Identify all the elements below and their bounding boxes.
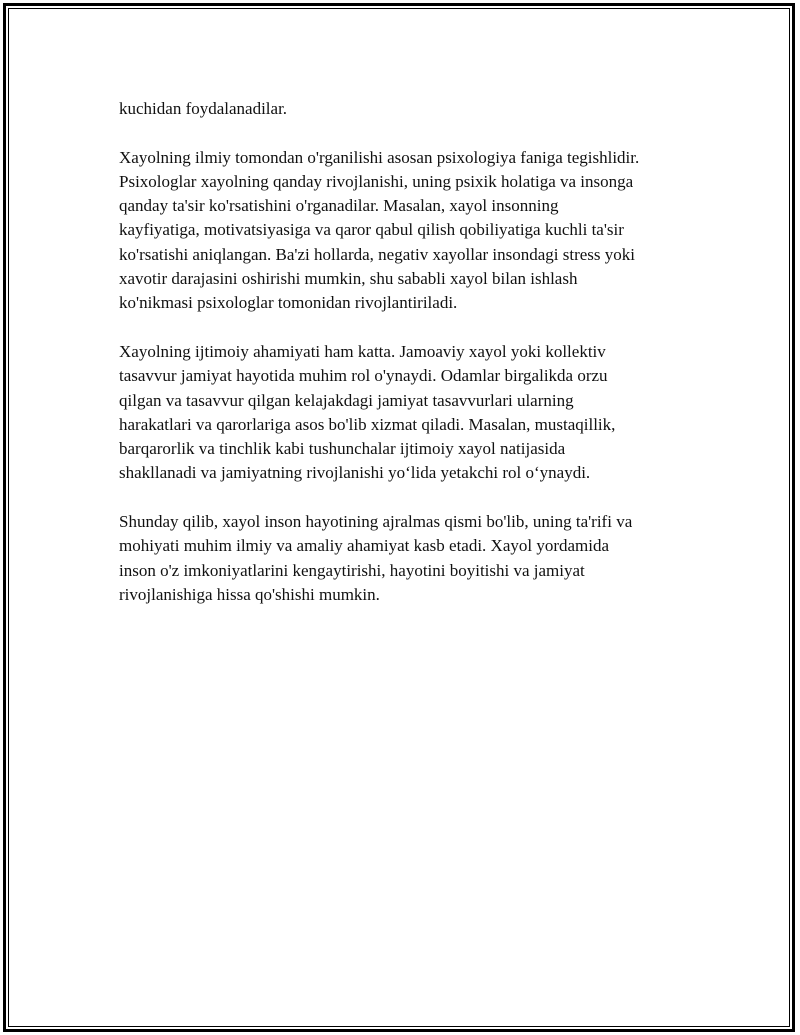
text-line: ko'rsatishi aniqlangan. Ba'zi hollarda, negativ xayollar insondagi stress yoki bbox=[119, 244, 636, 264]
text-line: ko'nikmasi psixologlar tomonidan rivojlantiriladi. bbox=[119, 293, 458, 313]
text-line: kayfiyatiga, motivatsiyasiga va qaror qabul qilish qobiliyatiga kuchli ta'sir bbox=[119, 220, 624, 240]
text-line: Xayolning ijtimoiy ahamiyati ham katta. Jamoaviy xayol yoki kollektiv bbox=[119, 341, 606, 361]
text-line: tasavvur jamiyat hayotida muhim rol o'ynaydi. Odamlar birgalikda orzu bbox=[119, 366, 608, 386]
text-line: kuchidan foydalanadilar. bbox=[119, 99, 288, 118]
document-body bbox=[119, 97, 709, 632]
text-line: shakllanadi va jamiyatning rivojlanishi yo‘lida yetakchi rol o‘ynaydi. bbox=[119, 463, 591, 483]
text-line: mohiyati muhim ilmiy va amaliy ahamiyat kasb etadi. Xayol yordamida bbox=[119, 536, 610, 556]
document-page bbox=[3, 3, 795, 1032]
text-line: inson o'z imkoniyatlarini kengaytirishi, hayotini boyitishi va jamiyat bbox=[119, 560, 585, 580]
text-line: Xayolning ilmiy tomondan o'rganilishi asosan psixologiya faniga tegishlidir. bbox=[119, 147, 640, 167]
paragraph-1 bbox=[119, 97, 709, 121]
paragraph-3 bbox=[119, 340, 709, 486]
text-line: barqarorlik va tinchlik kabi tushunchalar ijtimoiy xayol natijasida bbox=[119, 439, 566, 459]
text-line: qanday ta'sir ko'rsatishini o'rganadilar. Masalan, xayol insonning bbox=[119, 196, 559, 216]
paragraph-4 bbox=[119, 510, 709, 607]
text-line: xavotir darajasini oshirishi mumkin, shu sababli xayol bilan ishlash bbox=[119, 269, 578, 289]
text-line: rivojlanishiga hissa qo'shishi mumkin. bbox=[119, 584, 380, 604]
text-line: qilgan va tasavvur qilgan kelajakdagi jamiyat tasavvurlari ularning bbox=[119, 390, 574, 410]
text-line: Shunday qilib, xayol inson hayotining ajralmas qismi bo'lib, uning ta'rifi va bbox=[119, 512, 633, 532]
text-line: Psixologlar xayolning qanday rivojlanishi, uning psixik holatiga va insonga bbox=[119, 171, 634, 191]
paragraph-2 bbox=[119, 146, 709, 316]
text-line: harakatlari va qarorlariga asos bo'lib xizmat qiladi. Masalan, mustaqillik, bbox=[119, 414, 616, 434]
